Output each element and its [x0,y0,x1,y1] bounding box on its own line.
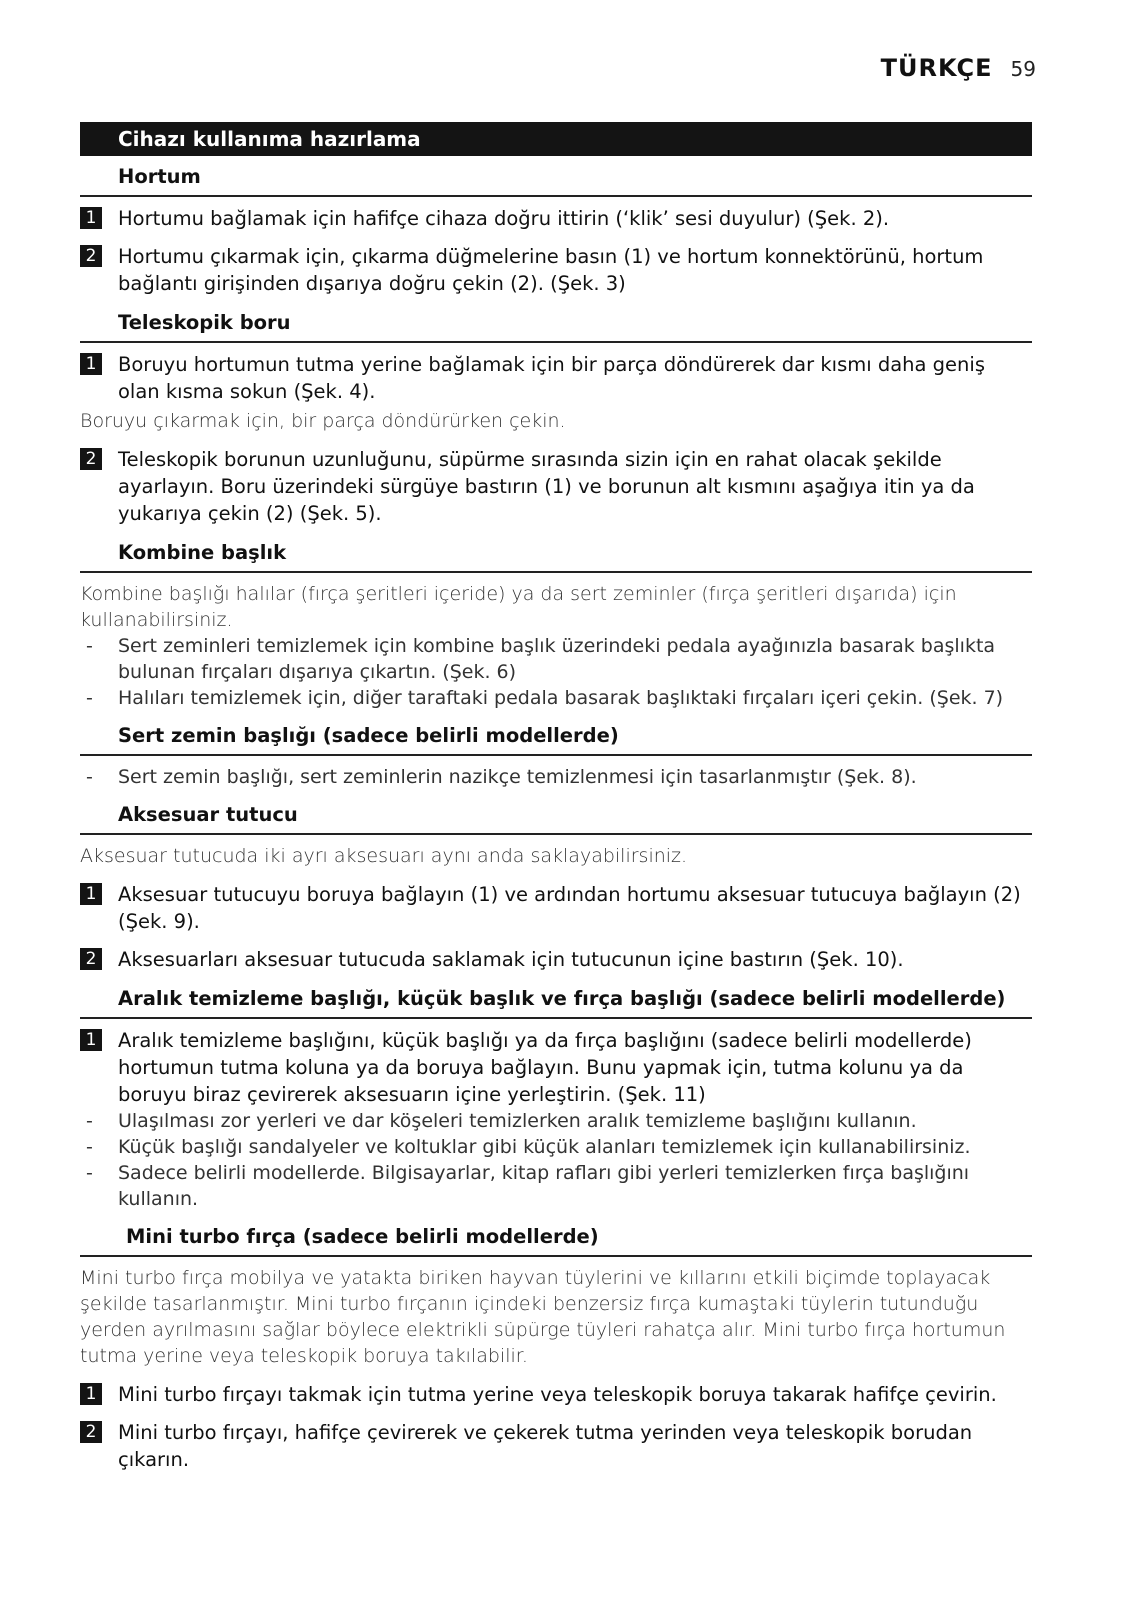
step-text: Teleskopik borunun uzunluğunu, süpürme sırasında sizin için en rahat olacak şekilde ayarlayın. Boru üzerindeki sürgüye bastırın (1) ve borunun alt kısmını aşağıya itin ya da yukarıya çekin (2) (Şek. 5). [118,448,975,525]
bullet-list [80,1108,1032,1212]
section-title-teleskopik-boru: Teleskopik boru [80,308,1032,343]
step [80,1419,1032,1473]
list-item-text: Sadece belirli modellerde. Bilgisayarlar, kitap rafları gibi yerleri temizlerken fırça başlığını kullanın. [118,1162,970,1210]
list-item-text: Ulaşılması zor yerleri ve dar köşeleri temizlerken aralık temizleme başlığını kullanın. [118,1110,917,1132]
step-number-badge: 2 [80,1421,102,1443]
step [80,205,1032,232]
step-text: Mini turbo fırçayı takmak için tutma yerine veya teleskopik boruya takarak hafifçe çevirin. [118,1383,997,1406]
step-text: Aksesuar tutucuyu boruya bağlayın (1) ve ardından hortumu aksesuar tutucuya bağlayın (2) (Şek. 9). [118,883,1021,933]
section-title-mini-turbo: Mini turbo fırça (sadece belirli modellerde) [80,1222,1032,1257]
main-section-title: Cihazı kullanıma hazırlama [80,122,1032,156]
step-number-badge: 1 [80,207,102,229]
step-text: Hortumu çıkarmak için, çıkarma düğmelerine basın (1) ve hortum konnektörünü, hortum bağlantı girişinden dışarıya doğru çekin (2). (Şek. 3) [118,245,984,295]
step-number-badge: 2 [80,948,102,970]
step-text: Boruyu hortumun tutma yerine bağlamak için bir parça döndürerek dar kısmı daha geniş olan kısma sokun (Şek. 4). [118,353,985,403]
page-header [881,54,1036,88]
step [80,946,1032,973]
section-title-aralik-temizleme: Aralık temizleme başlığı, küçük başlık ve fırça başlığı (sadece belirli modellerde) [80,984,1032,1019]
note-text: Boruyu çıkarmak için, bir parça döndürürken çekin. [80,410,566,432]
step-number-badge: 2 [80,448,102,470]
section-title-aksesuar-tutucu: Aksesuar tutucu [80,800,1032,835]
step-number-badge: 1 [80,1029,102,1051]
step [80,1027,1032,1108]
list-item-text: Halıları temizlemek için, diğer taraftaki pedala basarak başlıktaki fırçaları içeri çekin. (Şek. 7) [118,687,1004,709]
list-item: - Halıları temizlemek için, diğer taraftaki pedala basarak başlıktaki fırçaları içeri çekin. (Şek. 7) [80,685,1032,711]
step [80,351,1032,405]
step [80,1381,1032,1408]
language-label: TÜRKÇE [880,54,993,82]
list-item: - Ulaşılması zor yerleri ve dar köşeleri temizlerken aralık temizleme başlığını kullanın. [80,1108,1032,1134]
step-text: Aralık temizleme başlığını, küçük başlığı ya da fırça başlığını (sadece belirli modellerde) hortumun tutma koluna ya da boruya bağlayın. Bunu yapmak için, tutma kolunu ya da boruyu biraz çevirerek aksesuarın içine yerleştirin. (Şek. 11) [118,1029,972,1106]
list-item-text: Sert zemin başlığı, sert zeminlerin nazikçe temizlenmesi için tasarlanmıştır (Şek. 8). [118,766,917,788]
bullet-list [80,764,1032,790]
step [80,881,1032,935]
step-text: Hortumu bağlamak için hafifçe cihaza doğru ittirin (‘klik’ sesi duyulur) (Şek. 2). [118,207,890,230]
section-title-sert-zemin: Sert zemin başlığı (sadece belirli modellerde) [80,721,1032,756]
list-item: - Küçük başlığı sandalyeler ve koltuklar gibi küçük alanları temizlemek için kullanabilirsiniz. [80,1134,1032,1160]
step-number-badge: 1 [80,353,102,375]
bullet-list [80,633,1032,711]
list-item-text: Küçük başlığı sandalyeler ve koltuklar gibi küçük alanları temizlemek için kullanabilirsiniz. [118,1136,971,1158]
step-number-badge: 2 [80,245,102,267]
step-number-badge: 1 [80,1383,102,1405]
list-item: - Sadece belirli modellerde. Bilgisayarlar, kitap rafları gibi yerleri temizlerken fırça başlığını kullanın. [80,1160,1032,1212]
step-text: Aksesuarları aksesuar tutucuda saklamak için tutucunun içine bastırın (Şek. 10). [118,948,904,971]
list-item: - Sert zeminleri temizlemek için kombine başlık üzerindeki pedala ayağınızla basarak başlıkta bulunan fırçaları dışarıya çıkartın. (Şek. 6) [80,633,1032,685]
step-text: Mini turbo fırçayı, hafifçe çevirerek ve çekerek tutma yerinden veya teleskopik borudan çıkarın. [118,1421,973,1471]
section-title-kombine-baslik: Kombine başlık [80,538,1032,573]
section-title-hortum: Hortum [80,162,1032,197]
paragraph: Aksesuar tutucuda iki ayrı aksesuarı aynı anda saklayabilirsiniz. [80,845,688,867]
paragraph: Kombine başlığı halılar (fırça şeritleri içeride) ya da sert zeminler (fırça şeritleri dışarıda) için kullanabilirsiniz. [80,583,957,631]
list-item-text: Sert zeminleri temizlemek için kombine başlık üzerindeki pedala ayağınızla basarak başlıkta bulunan fırçaları dışarıya çıkartın. (Şek. 6) [118,635,996,683]
page-content [80,122,1032,1484]
page-number: 59 [1010,57,1036,81]
step [80,446,1032,527]
paragraph: Mini turbo fırça mobilya ve yatakta biriken hayvan tüylerini ve kıllarını etkili biçimde toplayacak şekilde tasarlanmıştır. Mini turbo fırçanın içindeki benzersiz fırça kumaştaki tüylerin tutunduğu yerden ayrılmasını sağlar böylece elektrikli süpürge tüyleri rahatça alır. Mini turbo fırça hortumun tutma yerine veya teleskopik boruya takılabilir. [80,1267,1006,1367]
step-number-badge: 1 [80,883,102,905]
step [80,243,1032,297]
list-item: - Sert zemin başlığı, sert zeminlerin nazikçe temizlenmesi için tasarlanmıştır (Şek. 8). [80,764,1032,790]
